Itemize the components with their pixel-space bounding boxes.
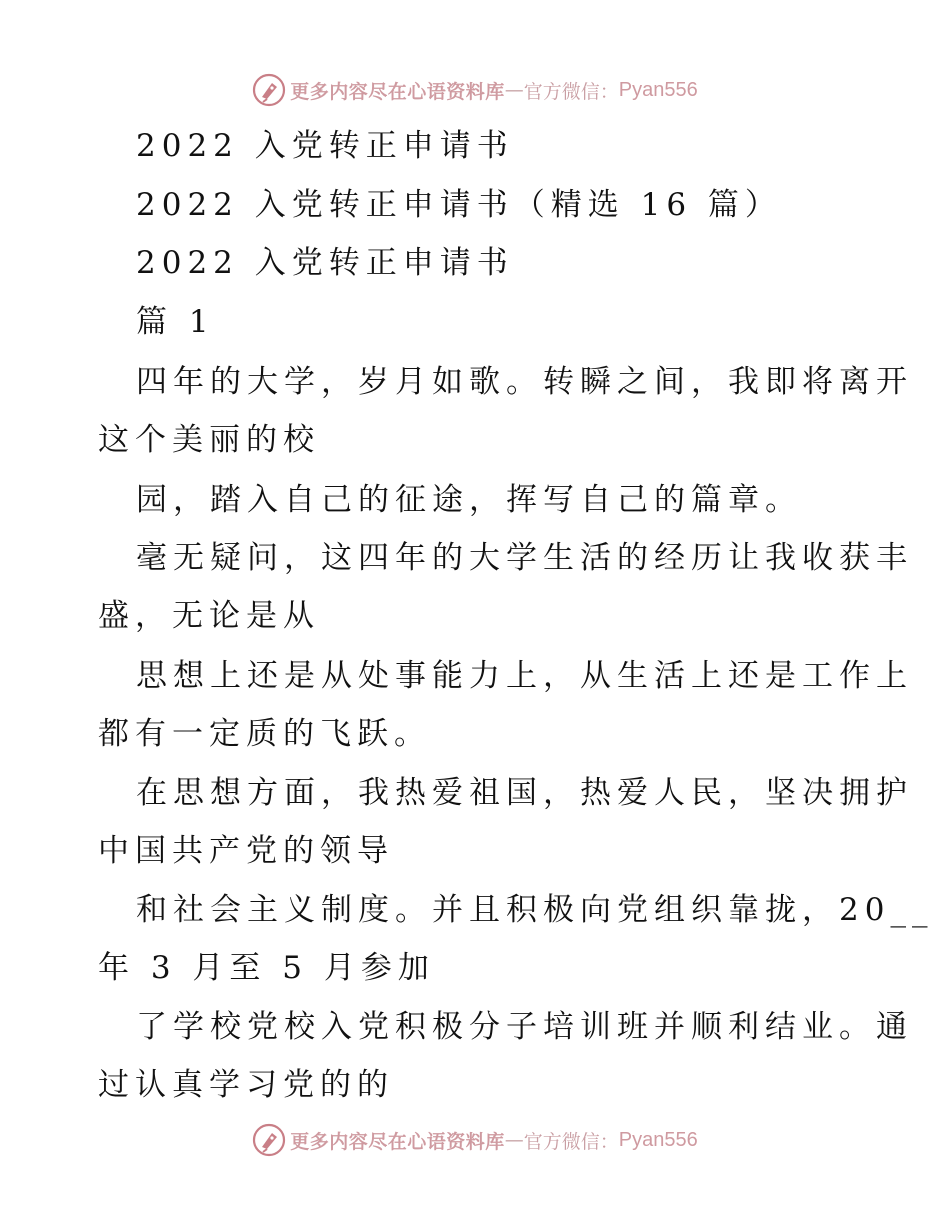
watermark-wechat-id: Pyan556 xyxy=(618,1128,698,1151)
watermark-wechat-label: 官方微信： xyxy=(523,1130,619,1153)
paragraph-line: 过认真学习党的的 xyxy=(98,1067,394,1103)
paragraph-line: 盛，无论是从 xyxy=(98,598,320,634)
paragraph-line: 年 3 月至 5 月参加 xyxy=(98,950,435,986)
paragraph-line: 思想上还是从处事能力上，从生活上还是工作上 xyxy=(136,658,913,694)
paragraph-line: 了学校党校入党积极分子培训班并顺利结业。通 xyxy=(136,1009,913,1045)
doc-subtitle: 2022 入党转正申请书（精选 16 篇） xyxy=(136,187,782,223)
watermark-dash: — xyxy=(504,1129,524,1151)
paragraph-line: 毫无疑问，这四年的大学生活的经历让我收获丰 xyxy=(136,540,913,576)
paragraph-line: 和社会主义制度。并且积极向党组织靠拢，20__ xyxy=(136,892,934,928)
doc-title: 2022 入党转正申请书 xyxy=(136,128,514,164)
watermark-wechat-label: 官方微信： xyxy=(523,80,619,103)
watermark-text: 更多内容尽在心语资料库 xyxy=(290,1130,505,1153)
pen-nib-logo-icon xyxy=(252,73,286,107)
watermark-dash: — xyxy=(504,79,524,101)
paragraph-line: 四年的大学，岁月如歌。转瞬之间，我即将离开 xyxy=(136,364,913,400)
doc-heading: 2022 入党转正申请书 xyxy=(136,245,514,281)
paragraph-line: 都有一定质的飞跃。 xyxy=(98,716,431,752)
watermark-text: 更多内容尽在心语资料库 xyxy=(290,80,505,103)
paragraph-line: 这个美丽的校 xyxy=(98,422,320,458)
paragraph-line: 园，踏入自己的征途，挥写自己的篇章。 xyxy=(136,482,802,518)
header-watermark xyxy=(0,70,950,110)
footer-watermark xyxy=(0,1120,950,1160)
pen-nib-logo-icon xyxy=(252,1123,286,1157)
watermark-wechat-id: Pyan556 xyxy=(618,78,698,101)
paragraph-line: 中国共产党的领导 xyxy=(98,833,394,869)
paragraph-line: 在思想方面，我热爱祖国，热爱人民，坚决拥护 xyxy=(136,775,913,811)
doc-section-label: 篇 1 xyxy=(136,304,215,340)
